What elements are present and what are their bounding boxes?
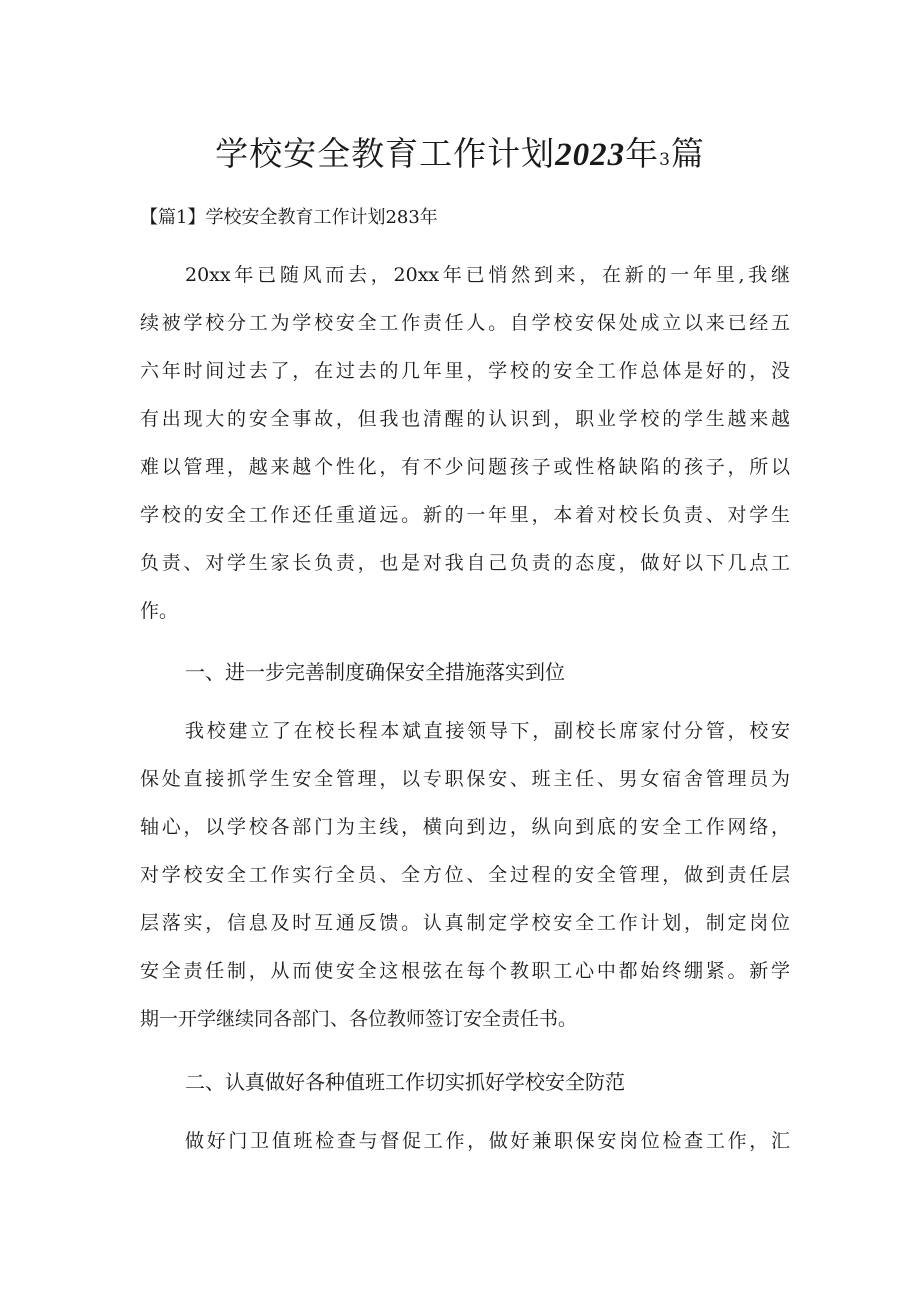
title-suffix: 年 <box>625 134 660 173</box>
paragraph-line: 20xx年已随风而去，20xx年已悄然到来，在新的一年里,我继 <box>185 264 790 286</box>
paragraph-line: 我校建立了在校长程本斌直接领导下，副校长席家付分管，校安 <box>185 720 790 742</box>
paragraph-line: 有出现大的安全事故，但我也清醒的认识到，职业学校的学生越来越 <box>140 408 790 430</box>
section-subtitle: 【篇1】学校安全教育工作计划283年 <box>140 207 438 228</box>
paragraph-line: 期一开学继续同各部门、各位教师签订安全责任书。 <box>140 1008 578 1030</box>
document-title <box>0 128 920 175</box>
paragraph-line: 六年时间过去了，在过去的几年里，学校的安全工作总体是好的，没 <box>140 360 790 382</box>
paragraph-line: 负责、对学生家长负责，也是对我自己负责的态度，做好以下几点工 <box>140 552 790 574</box>
paragraph-line: 安全责任制，从而使安全这根弦在每个教职工心中都始终绷紧。新学 <box>140 960 790 982</box>
paragraph-line: 续被学校分工为学校安全工作责任人。自学校安保处成立以来已经五 <box>140 312 790 334</box>
paragraph-line: 保处直接抓学生安全管理，以专职保安、班主任、男女宿舍管理员为 <box>140 768 790 790</box>
paragraph-line: 作。 <box>140 600 179 622</box>
heading-1: 一、进一步完善制度确保安全措施落实到位 <box>185 660 565 684</box>
paragraph-line: 做好门卫值班检查与督促工作，做好兼职保安岗位检查工作，汇 <box>185 1130 790 1152</box>
paragraph-line: 学校的安全工作还任重道远。新的一年里，本着对校长负责、对学生 <box>140 504 790 526</box>
heading-2: 二、认真做好各种值班工作切实抓好学校安全防范 <box>185 1070 625 1094</box>
title-suffix2: 篇 <box>670 134 705 173</box>
title-text: 学校安全教育工作计划 <box>215 134 556 173</box>
paragraph-line: 轴心，以学校各部门为主线，横向到边，纵向到底的安全工作网络， <box>140 816 790 838</box>
title-count: 3 <box>659 150 671 170</box>
title-year: 2023 <box>555 137 626 173</box>
paragraph-line: 层落实，信息及时互通反馈。认真制定学校安全工作计划，制定岗位 <box>140 912 790 934</box>
paragraph-line: 难以管理，越来越个性化，有不少问题孩子或性格缺陷的孩子，所以 <box>140 456 790 478</box>
paragraph-line: 对学校安全工作实行全员、全方位、全过程的安全管理，做到责任层 <box>140 864 790 886</box>
